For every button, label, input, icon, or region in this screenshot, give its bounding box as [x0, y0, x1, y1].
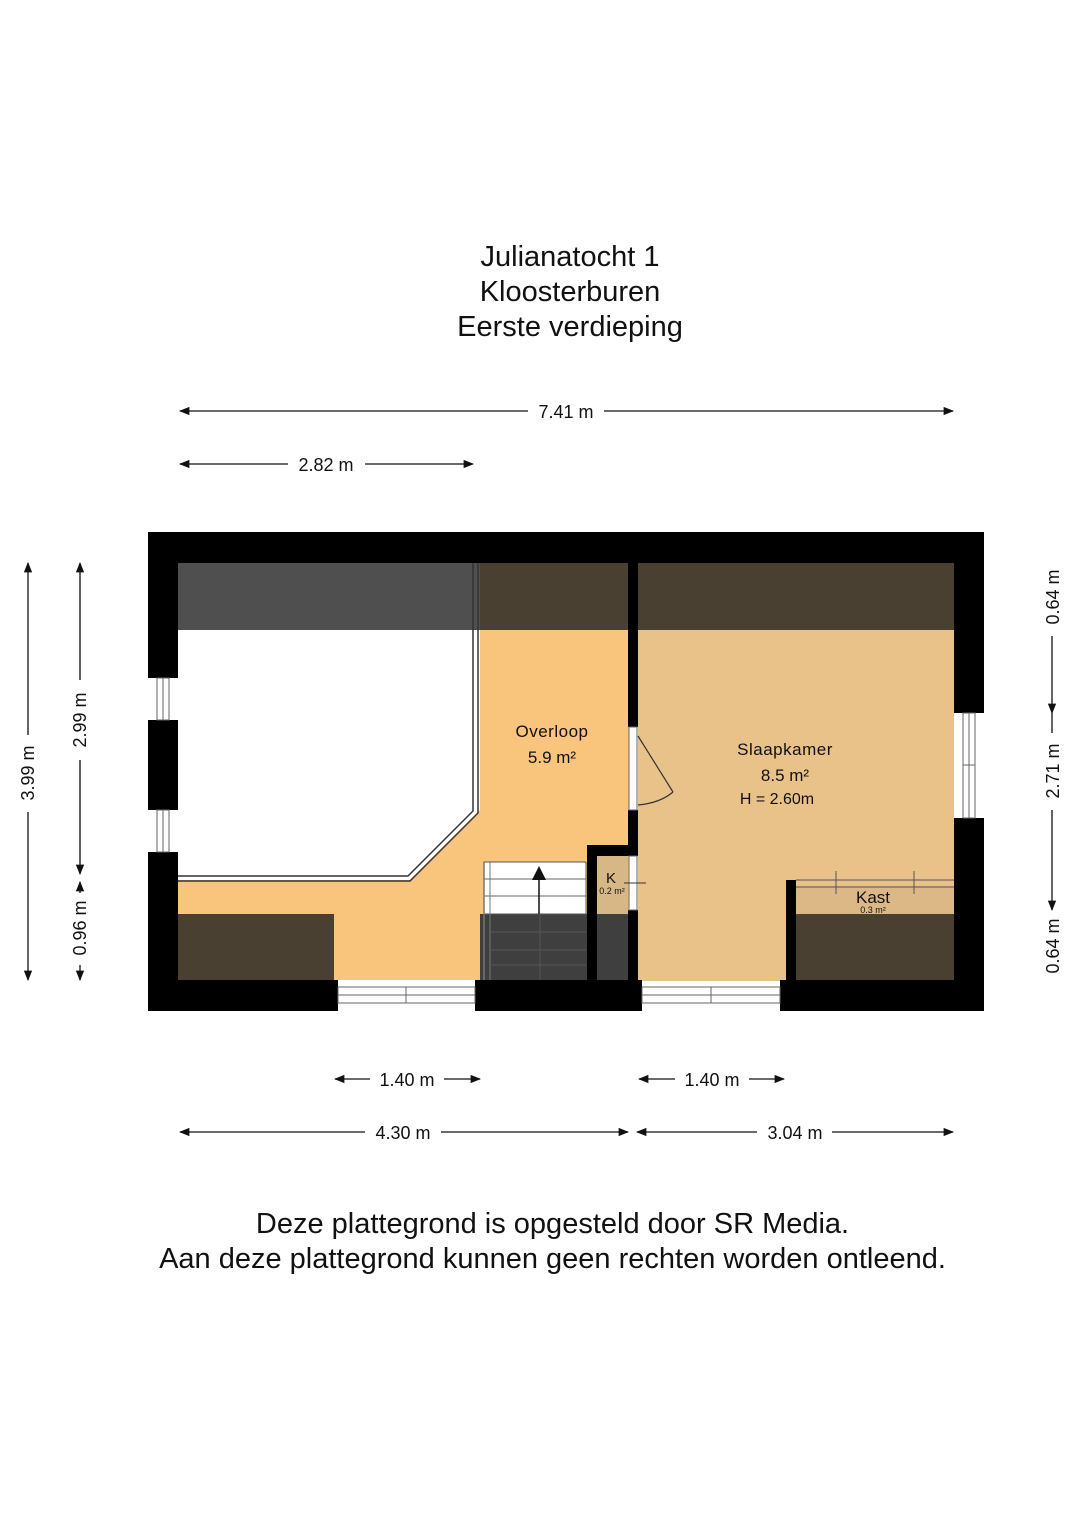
dim-bottom-window-right: 1.40 m	[684, 1070, 740, 1090]
wall-partition-upper	[628, 563, 638, 727]
slaapkamer-area: 8.5 m²	[760, 766, 810, 785]
dim-left-outer: 3.99 m	[18, 745, 38, 801]
wall-left-mid	[148, 720, 178, 810]
door-slaapkamer-frame	[629, 727, 637, 810]
wall-k-right	[628, 910, 638, 980]
wall-bottom-3	[780, 980, 984, 1011]
wall-top	[148, 532, 984, 563]
slope-bottom-right	[796, 914, 954, 980]
slope-top-right	[638, 563, 954, 630]
disclaimer-line-1: Deze plattegrond is opgesteld door SR Media.	[255, 1208, 850, 1240]
k-area: 0.2 m²	[599, 886, 625, 896]
slope-bottom-stairs	[480, 914, 630, 980]
dimension-lines-bottom	[180, 1079, 953, 1132]
dim-right-middle: 2.71 m	[1043, 743, 1063, 799]
slaapkamer-name: Slaapkamer	[737, 740, 833, 759]
wall-bottom-2	[475, 980, 642, 1011]
overloop-name: Overloop	[515, 722, 589, 741]
dim-bottom-left: 4.30 m	[375, 1123, 431, 1143]
title-address: Julianatocht 1	[480, 241, 660, 273]
kast-area: 0.3 m²	[860, 905, 886, 915]
dim-top-total: 7.41 m	[538, 402, 594, 422]
slaapkamer-height: H = 2.60m	[739, 791, 815, 808]
title-floor: Eerste verdieping	[457, 311, 683, 343]
overloop-area: 5.9 m²	[527, 748, 577, 767]
disclaimer	[0, 1207, 1080, 1277]
stair-void	[178, 630, 475, 876]
wall-k-left	[587, 845, 597, 980]
wall-right-top	[954, 532, 984, 713]
dim-right-top: 0.64 m	[1043, 569, 1063, 625]
wall-left-top	[148, 532, 178, 678]
dim-left-inner-top: 2.99 m	[70, 692, 90, 748]
slope-bottom-left	[178, 914, 334, 980]
slope-top-middle	[480, 563, 630, 630]
dim-right-bottom: 0.64 m	[1043, 918, 1063, 974]
dim-bottom-window-left: 1.40 m	[379, 1070, 435, 1090]
dim-left-inner-bottom: 0.96 m	[70, 900, 90, 956]
dim-top-left: 2.82 m	[298, 455, 354, 475]
stair-upper	[484, 862, 586, 914]
title-city: Kloosterburen	[479, 276, 661, 308]
wall-kast-left	[786, 880, 796, 980]
wall-bottom-1	[148, 980, 338, 1011]
slope-top-left	[178, 563, 480, 630]
disclaimer-line-2: Aan deze plattegrond kunnen geen rechten worden ontleend.	[159, 1243, 946, 1275]
dim-bottom-right: 3.04 m	[767, 1123, 823, 1143]
k-name: K	[605, 870, 617, 887]
kast-name: Kast	[855, 888, 891, 907]
